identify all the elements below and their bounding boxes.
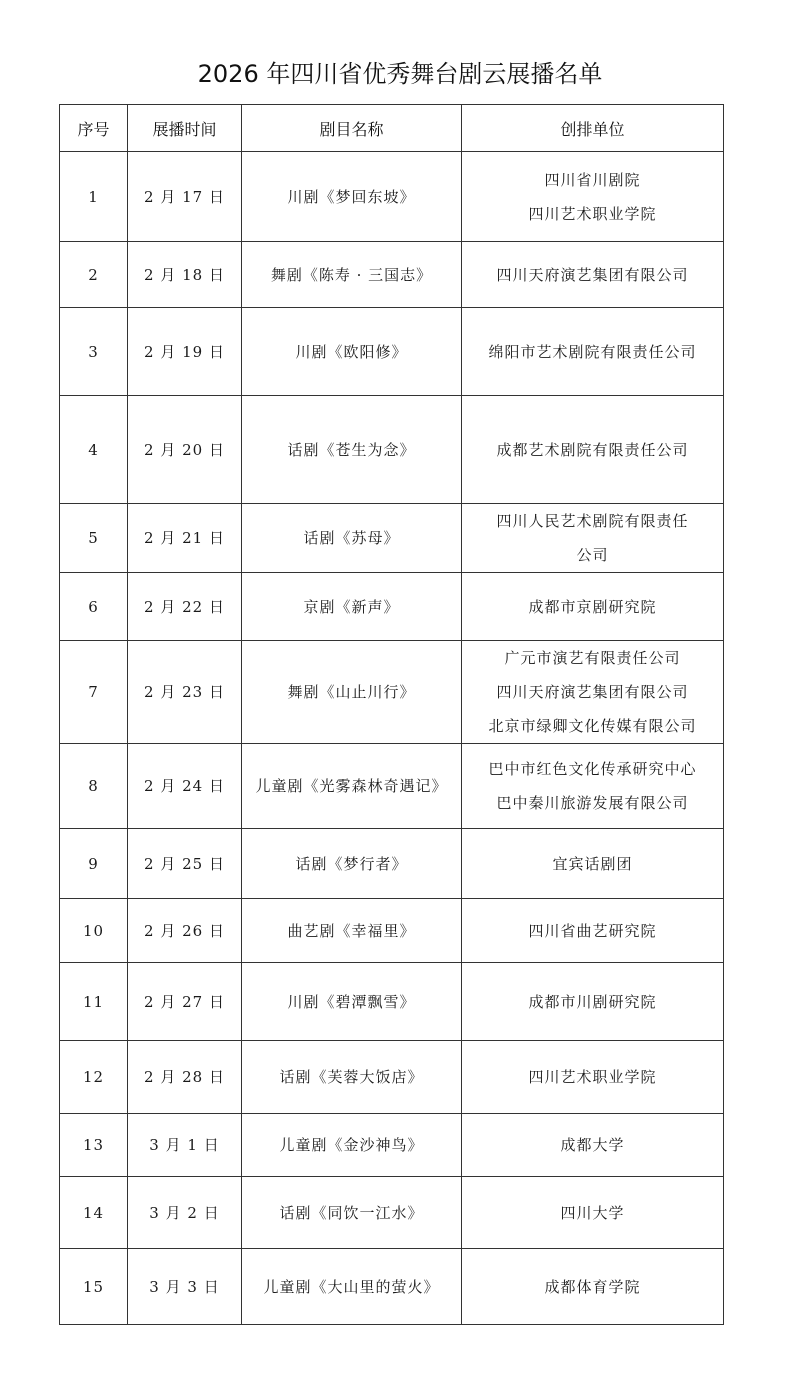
row-number-cell: 10 [60,899,128,963]
play-title-cell: 京剧《新声》 [242,573,462,641]
production-unit-name: 成都市京剧研究院 [528,597,657,616]
production-unit-name: 巴中秦川旅游发展有限公司 [496,794,689,812]
table-row [60,573,724,641]
production-unit-name: 巴中市红色文化传承研究中心 [488,760,697,778]
production-unit-cell [462,152,724,242]
row-number-cell: 2 [60,242,128,308]
table-row [60,899,724,963]
production-unit-cell [462,1177,724,1249]
row-number-cell: 9 [60,829,128,899]
broadcast-time-cell: 2 月 23 日 [128,641,242,744]
production-unit-name: 四川艺术职业学院 [528,204,657,223]
production-unit-cell [462,396,724,504]
table-row [60,744,724,829]
production-unit-name: 成都市川剧研究院 [528,992,657,1011]
row-number-cell: 13 [60,1114,128,1177]
header-production-unit: 创排单位 [462,105,724,152]
play-title-cell: 话剧《苏母》 [242,504,462,573]
broadcast-time-cell: 2 月 19 日 [128,308,242,396]
play-title-cell: 川剧《欧阳修》 [242,308,462,396]
production-unit-name: 广元市演艺有限责任公司 [504,649,681,667]
table-row [60,242,724,308]
production-unit-cell [462,1249,724,1325]
play-title-cell: 话剧《苍生为念》 [242,396,462,504]
header-broadcast-time: 展播时间 [128,105,242,152]
production-unit-name: 四川天府演艺集团有限公司 [496,265,689,284]
table-row [60,396,724,504]
header-play-title: 剧目名称 [242,105,462,152]
row-number-cell: 15 [60,1249,128,1325]
production-unit-cell [462,899,724,963]
production-unit-cell [462,242,724,308]
broadcast-time-cell: 2 月 28 日 [128,1041,242,1114]
table-row [60,1249,724,1325]
row-number-cell: 6 [60,573,128,641]
play-title-cell: 儿童剧《大山里的萤火》 [242,1249,462,1325]
play-title-cell: 舞剧《山止川行》 [242,641,462,744]
production-unit-name: 成都体育学院 [544,1277,641,1296]
play-title-cell: 川剧《碧潭飘雪》 [242,963,462,1041]
broadcast-time-cell: 3 月 1 日 [128,1114,242,1177]
play-title-cell: 曲艺剧《幸福里》 [242,899,462,963]
production-unit-name: 四川天府演艺集团有限公司 [496,683,689,701]
production-unit-name: 公司 [576,546,609,564]
broadcast-time-cell: 2 月 24 日 [128,744,242,829]
broadcast-time-cell: 2 月 22 日 [128,573,242,641]
production-unit-cell [462,641,724,744]
broadcast-time-cell: 3 月 2 日 [128,1177,242,1249]
table-header-row [60,105,724,152]
table-row [60,504,724,573]
broadcast-time-cell: 2 月 17 日 [128,152,242,242]
production-unit-name: 四川省曲艺研究院 [528,921,657,940]
table-body [60,152,724,1325]
production-unit-name: 四川人民艺术剧院有限责任 [496,512,689,530]
row-number-cell: 12 [60,1041,128,1114]
production-unit-cell [462,573,724,641]
production-unit-cell [462,963,724,1041]
broadcast-time-cell: 2 月 20 日 [128,396,242,504]
play-title-cell: 话剧《芙蓉大饭店》 [242,1041,462,1114]
table-row [60,1041,724,1114]
broadcast-time-cell: 2 月 18 日 [128,242,242,308]
table-row [60,308,724,396]
header-number: 序号 [60,105,128,152]
table-row [60,963,724,1041]
row-number-cell: 4 [60,396,128,504]
row-number-cell: 7 [60,641,128,744]
performance-table [59,104,724,1325]
play-title-cell: 川剧《梦回东坡》 [242,152,462,242]
production-unit-name: 四川大学 [560,1203,625,1222]
production-unit-cell [462,1041,724,1114]
table-row [60,1177,724,1249]
play-title-cell: 话剧《同饮一江水》 [242,1177,462,1249]
row-number-cell: 8 [60,744,128,829]
row-number-cell: 5 [60,504,128,573]
table-row [60,641,724,744]
production-unit-name: 成都大学 [560,1136,625,1154]
page-title: 2026 年四川省优秀舞台剧云展播名单 [197,60,603,88]
play-title-cell: 话剧《梦行者》 [242,829,462,899]
broadcast-time-cell: 3 月 3 日 [128,1249,242,1325]
play-title-cell: 儿童剧《光雾森林奇遇记》 [242,744,462,829]
production-unit-name: 成都艺术剧院有限责任公司 [496,440,689,459]
broadcast-time-cell: 2 月 27 日 [128,963,242,1041]
production-unit-name: 四川省川剧院 [544,170,641,189]
production-unit-cell [462,829,724,899]
production-unit-cell [462,744,724,829]
broadcast-time-cell: 2 月 21 日 [128,504,242,573]
broadcast-time-cell: 2 月 25 日 [128,829,242,899]
row-number-cell: 1 [60,152,128,242]
production-unit-cell [462,504,724,573]
table-row [60,1114,724,1177]
table-row [60,829,724,899]
row-number-cell: 3 [60,308,128,396]
row-number-cell: 11 [60,963,128,1041]
play-title-cell: 舞剧《陈寿 · 三国志》 [242,242,462,308]
production-unit-cell [462,1114,724,1177]
broadcast-time-cell: 2 月 26 日 [128,899,242,963]
production-unit-cell [462,308,724,396]
play-title-cell: 儿童剧《金沙神鸟》 [242,1114,462,1177]
row-number-cell: 14 [60,1177,128,1249]
production-unit-name: 四川艺术职业学院 [528,1068,657,1086]
production-unit-name: 北京市绿卿文化传媒有限公司 [488,717,697,735]
production-unit-name: 绵阳市艺术剧院有限责任公司 [488,342,697,361]
production-unit-name: 宜宾话剧团 [552,854,633,873]
table-row [60,152,724,242]
